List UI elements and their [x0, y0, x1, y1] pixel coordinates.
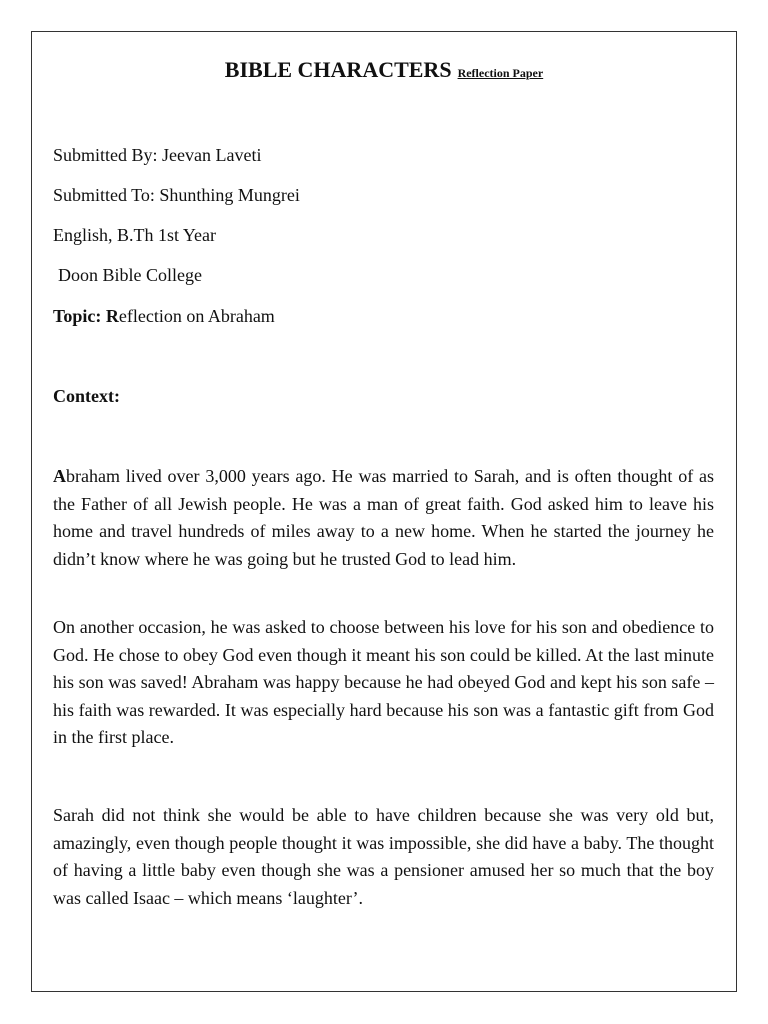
paragraph-1 [53, 463, 714, 573]
topic-label: Topic: R [53, 306, 119, 326]
topic-line [53, 305, 275, 327]
submitted-to: Submitted To: Shunthing Mungrei [53, 185, 300, 205]
paragraph-2 [53, 614, 714, 752]
paragraph-1-text: braham lived over 3,000 years ago. He was married to Sarah, and is often thought of as the Father of all Jewish people. He was a man of great faith. God asked him to leave his home and travel hundreds of miles away to a new home. When he started the journey he didn’t know where he was going but he trusted God to lead him. [53, 466, 714, 569]
submitted-by: Submitted By: Jeevan Laveti [53, 145, 262, 165]
college-line: Doon Bible College [58, 265, 202, 285]
course-line: English, B.Th 1st Year [53, 225, 217, 245]
paragraph-1-lead: A [53, 466, 66, 486]
title-subtitle: Reflection Paper [457, 66, 544, 80]
paragraph-3-text: Sarah did not think she would be able to have children because she was very old but, amazingly, even though people thought it was impossible, she did have a baby. The thought of having a little baby even though she was a pensioner amused her so much that the boy was called Isaac – which means ‘laughter’. [53, 805, 714, 908]
context-heading: Context: [53, 386, 120, 406]
paragraph-3 [53, 802, 714, 912]
document-title [31, 57, 737, 83]
paragraph-2-text: On another occasion, he was asked to choose between his love for his son and obedience to God. He chose to obey God even though it meant his son could be killed. At the last minute his son was saved! Abraham was happy because he had obeyed God and kept his son safe – his faith was rewarded. It was especially hard because his son was a fantastic gift from God in the first place. [53, 617, 714, 747]
topic-text: eflection on Abraham [118, 306, 275, 326]
title-main: BIBLE CHARACTERS [224, 57, 452, 82]
